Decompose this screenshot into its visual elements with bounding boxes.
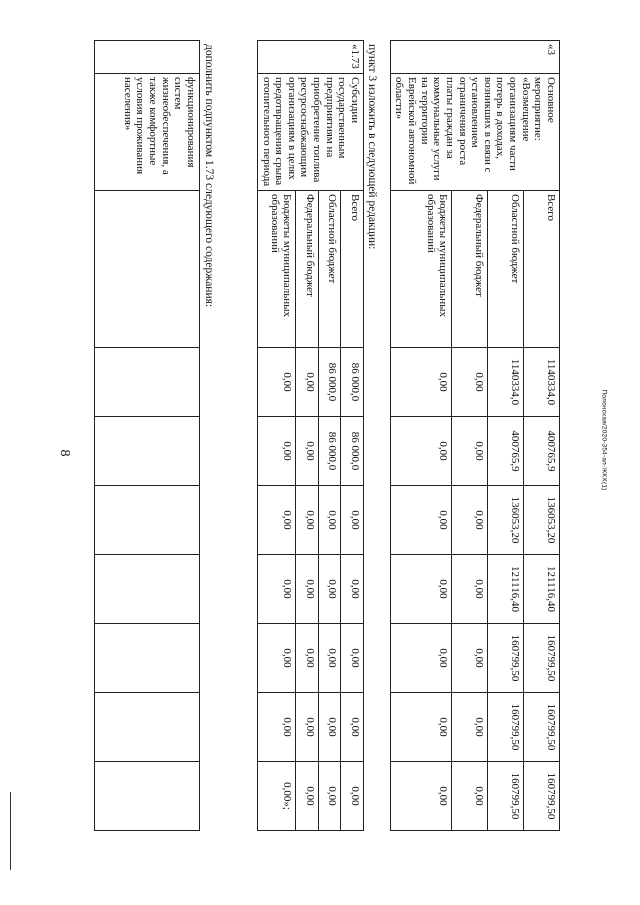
cell-description: Субсидии государственным предприятиям на приобретение топлива ресурсоснабжающим организациям в целях предотвращения срыва отопительного периода xyxy=(257,74,363,191)
table-subitem-1-73 xyxy=(257,40,364,831)
table-continuation xyxy=(94,40,200,831)
table-row xyxy=(95,41,200,831)
table-row: Бюджеты муниципальных образований 0,00 0,00 0,00 0,00 0,00 0,00 0,00»; xyxy=(257,41,296,831)
table-row: «1.73 Субсидии государственным предприятиям на приобретение топлива ресурсоснабжающим организациям в целях предотвращения срыва отопительного периода Всего 86 000,0 86 000,0 0,00 0,00 0,00 0,00 0,00 xyxy=(341,41,364,831)
margin-rule xyxy=(10,792,11,870)
table-row: Областной бюджет 86 000,0 86 000,0 0,00 0,00 0,00 0,00 0,00 xyxy=(319,41,342,831)
cell-description: функционирования систем жизнеобеспечения, а также комфортные условия проживания населения» xyxy=(95,74,200,191)
instruction-add: дополнить подпунктом 1.73 следующего содержания: xyxy=(203,44,215,308)
cell-number xyxy=(95,41,200,74)
instruction-replace: пункт 3 изложить в следующей редакции: xyxy=(366,44,378,250)
cell-description: Основное мероприятие: «Возмещение организациям части потерь в доходах, возникших в связи с установлением ограничения роста платы граждан за коммунальные услуги на территории Еврейской автономной области» xyxy=(390,74,559,191)
table-item-3 xyxy=(390,40,560,831)
rotated-document-body xyxy=(80,0,600,880)
table-row: «3 Основное мероприятие: «Возмещение организациям части потерь в доходах, возникших в связи с установлением ограничения роста платы граждан за коммунальные услуги на территории Еврейской автономной области» Всего 1140334,0 400765,9 136053,20 121116,40 160799,50 160799,50 160799,50 xyxy=(524,41,560,831)
table-row: Федеральный бюджет 0,00 0,00 0,00 0,00 0,00 0,00 0,00 xyxy=(452,41,488,831)
table-row: Областной бюджет 1140334,0 400765,9 136053,20 121116,40 160799,50 160799,50 160799,50 xyxy=(488,41,524,831)
footer-code: Полонская/2020-354-ап-ЖКХ(1) xyxy=(600,389,608,491)
cell-number: «1.73 xyxy=(257,41,363,74)
table-row: Федеральный бюджет 0,00 0,00 0,00 0,00 0,00 0,00 0,00 xyxy=(296,41,319,831)
table-row: Бюджеты муниципальных образований 0,00 0,00 0,00 0,00 0,00 0,00 0,00 xyxy=(390,41,452,831)
cell-source xyxy=(95,191,200,348)
page-number: 8 xyxy=(57,449,72,457)
cell-number: «3 xyxy=(390,41,559,74)
